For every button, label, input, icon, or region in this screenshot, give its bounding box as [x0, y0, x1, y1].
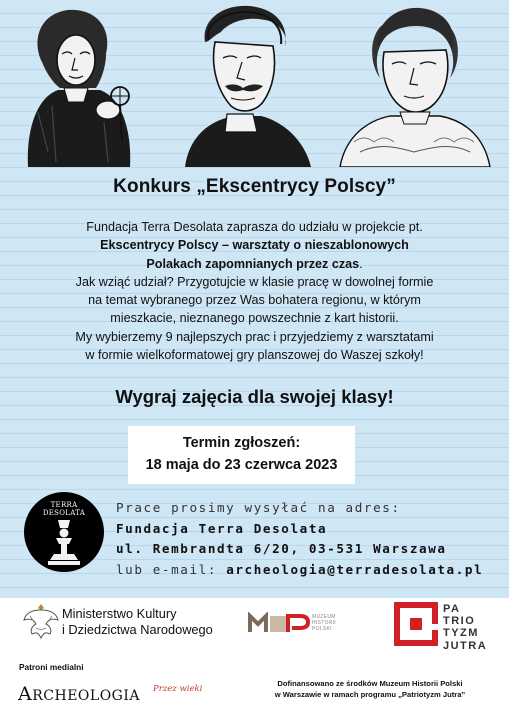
intro-line-bold: Polakach zapomnianych przez czas — [146, 256, 360, 271]
call-to-action: Wygraj zajęcia dla swojej klasy! — [115, 386, 394, 407]
deadline-label: Termin zgłoszeń: — [182, 435, 301, 451]
funding-note — [232, 678, 508, 700]
intro-line: w formie wielkoformatowej gry planszowej do Waszej szkoły! — [85, 348, 424, 363]
muzeum-line1: MUZEUM — [312, 614, 336, 620]
address-block — [116, 498, 483, 580]
page-title: Konkurs „Ekscentrycy Polscy” — [113, 176, 396, 197]
intro-text — [20, 218, 489, 364]
deadline-box — [128, 426, 355, 484]
intro-line: My wybierzemy 9 najlepszych prac i przyjedziemy z warsztatami — [75, 329, 434, 344]
archeologia-rest: RCHEOLOGIA — [32, 688, 140, 704]
archeologia-cap: A — [18, 683, 33, 705]
funding-line2: w Warszawie w ramach programu „Patriotyzm Jutra” — [274, 690, 466, 699]
email-link[interactable]: archeologia@terradesolata.pl — [226, 561, 484, 577]
ministry-line2: i Dziedzictwa Narodowego — [62, 621, 213, 637]
logo-text-line1: TERRA — [50, 501, 78, 509]
eagle-emblem-icon — [22, 600, 60, 642]
patriotyzm-line4: JUTRA — [443, 639, 488, 652]
muzeum-line2: HISTORII — [312, 620, 336, 626]
intro-line-tail: . — [359, 256, 363, 271]
intro-line: mieszkacie, nieznanego powszechnie z kart historii. — [110, 311, 399, 326]
terra-desolata-logo — [24, 492, 104, 572]
man-portrait — [165, 2, 320, 167]
intro-line: Jak wziąć udział? Przygotujcie w klasie pracę w dowolnej formie — [75, 274, 434, 289]
ministry-logo-text — [62, 606, 213, 637]
patriotyzm-line1: PA — [443, 603, 461, 615]
address-street: ul. Rembrandta 6/20, 03-531 Warszawa — [116, 541, 447, 556]
funding-line1: Dofinansowano ze środków Muzeum Historii Polski — [277, 679, 463, 688]
intro-line: na temat wybranego przez Was bohatera regionu, w którym — [88, 293, 421, 308]
deadline-dates: 18 maja do 23 czerwca 2023 — [145, 457, 338, 473]
woman-portrait — [330, 2, 500, 167]
logo-text — [24, 501, 104, 517]
patriotyzm-jutra-logo-icon — [394, 602, 438, 646]
address-intro: Prace prosimy wysyłać na adres: — [116, 500, 401, 515]
muzeum-line3: POLSKI — [312, 626, 332, 632]
muzeum-logo-text — [312, 614, 336, 632]
intro-line: Fundacja Terra Desolata zaprasza do udziału w projekcie pt. — [86, 220, 423, 234]
logo-text-line2: DESOLATA — [42, 509, 86, 517]
patriotyzm-line2: TRIO — [443, 615, 476, 628]
copernicus-portrait — [8, 2, 148, 167]
ministry-line1: Ministerstwo Kultury — [62, 606, 177, 621]
archeologia-logo — [18, 683, 140, 705]
address-org: Fundacja Terra Desolata — [116, 520, 328, 536]
przez-wieki-logo: Przez wieki — [153, 684, 203, 694]
muzeum-historii-polski-logo-icon — [248, 612, 310, 634]
media-patrons-label: Patroni medialni — [19, 662, 84, 672]
chalice-icon — [46, 518, 82, 568]
patriotyzm-line3: TYZM — [443, 627, 479, 640]
patriotyzm-logo-text — [443, 603, 487, 652]
email-prefix: lub e-mail: — [116, 561, 227, 577]
intro-line-bold: Ekscentrycy Polscy – warsztaty o nieszablonowych — [100, 238, 409, 253]
portrait-row — [0, 0, 509, 170]
